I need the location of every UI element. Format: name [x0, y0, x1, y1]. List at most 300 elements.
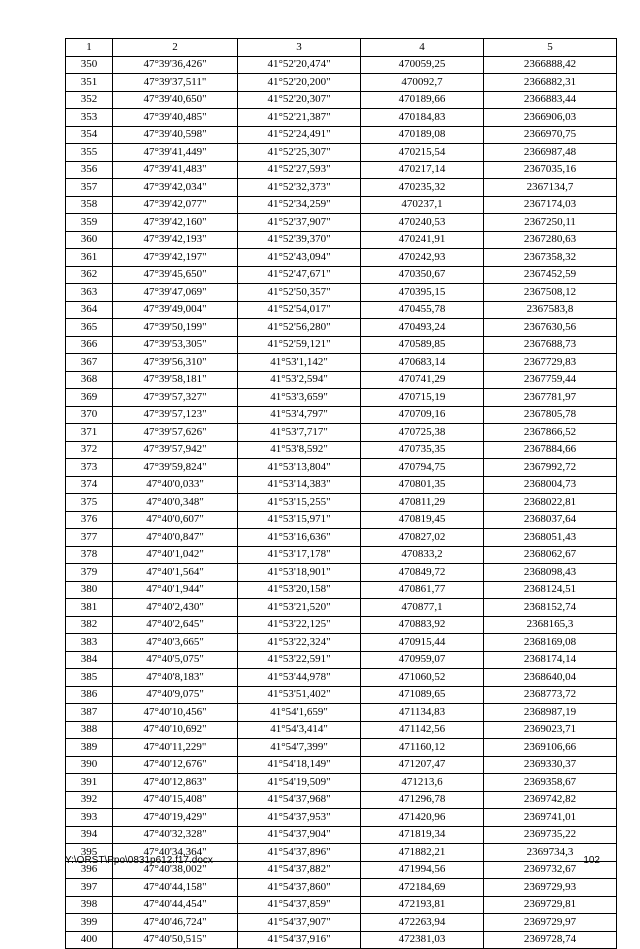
latitude-cell: 47°40'1,564" — [113, 564, 238, 582]
x-coordinate-cell: 470059,25 — [361, 56, 484, 74]
point-number-cell: 376 — [66, 511, 113, 529]
point-number-cell: 372 — [66, 441, 113, 459]
table-row — [66, 406, 617, 424]
x-coordinate-cell: 472263,94 — [361, 914, 484, 932]
latitude-cell: 47°39'45,650" — [113, 266, 238, 284]
latitude-cell: 47°39'49,004" — [113, 301, 238, 319]
latitude-cell: 47°40'15,408" — [113, 791, 238, 809]
x-coordinate-cell: 470811,29 — [361, 494, 484, 512]
longitude-cell: 41°54'19,509" — [238, 774, 361, 792]
latitude-cell: 47°40'0,348" — [113, 494, 238, 512]
x-coordinate-cell: 471296,78 — [361, 791, 484, 809]
x-coordinate-cell: 471207,47 — [361, 756, 484, 774]
x-coordinate-cell: 470350,67 — [361, 266, 484, 284]
y-coordinate-cell: 2369106,66 — [484, 739, 617, 757]
x-coordinate-cell: 471420,96 — [361, 809, 484, 827]
y-coordinate-cell: 2367805,78 — [484, 406, 617, 424]
table-row — [66, 931, 617, 949]
table-row — [66, 214, 617, 232]
table-row — [66, 266, 617, 284]
latitude-cell: 47°40'3,665" — [113, 634, 238, 652]
table-row — [66, 704, 617, 722]
point-number-cell: 391 — [66, 774, 113, 792]
longitude-cell: 41°52'39,370" — [238, 231, 361, 249]
longitude-cell: 41°54'3,414" — [238, 721, 361, 739]
point-number-cell: 374 — [66, 476, 113, 494]
table-row — [66, 651, 617, 669]
table-row — [66, 91, 617, 109]
x-coordinate-cell: 470184,83 — [361, 109, 484, 127]
y-coordinate-cell: 2368062,67 — [484, 546, 617, 564]
y-coordinate-cell: 2369729,81 — [484, 896, 617, 914]
x-coordinate-cell: 470237,1 — [361, 196, 484, 214]
longitude-cell: 41°52'47,671" — [238, 266, 361, 284]
longitude-cell: 41°54'37,968" — [238, 791, 361, 809]
y-coordinate-cell: 2366987,48 — [484, 144, 617, 162]
x-coordinate-cell: 470877,1 — [361, 599, 484, 617]
table-row — [66, 686, 617, 704]
point-number-cell: 368 — [66, 371, 113, 389]
x-coordinate-cell: 470794,75 — [361, 459, 484, 477]
point-number-cell: 367 — [66, 354, 113, 372]
table-row — [66, 301, 617, 319]
point-number-cell: 395 — [66, 844, 113, 862]
x-coordinate-cell: 471060,52 — [361, 669, 484, 687]
table-row — [66, 56, 617, 74]
x-coordinate-cell: 470395,15 — [361, 284, 484, 302]
latitude-cell: 47°39'50,199" — [113, 319, 238, 337]
table-row — [66, 441, 617, 459]
y-coordinate-cell: 2367630,56 — [484, 319, 617, 337]
table-row — [66, 879, 617, 897]
table-row — [66, 581, 617, 599]
x-coordinate-cell: 471882,21 — [361, 844, 484, 862]
x-coordinate-cell: 470235,32 — [361, 179, 484, 197]
latitude-cell: 47°39'56,310" — [113, 354, 238, 372]
table-row — [66, 161, 617, 179]
y-coordinate-cell: 2368124,51 — [484, 581, 617, 599]
x-coordinate-cell: 470735,35 — [361, 441, 484, 459]
latitude-cell: 47°40'10,456" — [113, 704, 238, 722]
latitude-cell: 47°39'42,034" — [113, 179, 238, 197]
point-number-cell: 389 — [66, 739, 113, 757]
longitude-cell: 41°52'56,280" — [238, 319, 361, 337]
y-coordinate-cell: 2366906,03 — [484, 109, 617, 127]
longitude-cell: 41°52'54,017" — [238, 301, 361, 319]
longitude-cell: 41°53'14,383" — [238, 476, 361, 494]
x-coordinate-cell: 470189,08 — [361, 126, 484, 144]
table-row — [66, 319, 617, 337]
table-row — [66, 144, 617, 162]
x-coordinate-cell: 470725,38 — [361, 424, 484, 442]
table-row — [66, 616, 617, 634]
point-number-cell: 355 — [66, 144, 113, 162]
x-coordinate-cell: 470819,45 — [361, 511, 484, 529]
x-coordinate-cell: 470493,24 — [361, 319, 484, 337]
column-header-4: 4 — [361, 39, 484, 57]
y-coordinate-cell: 2367250,11 — [484, 214, 617, 232]
column-header-1: 1 — [66, 39, 113, 57]
table-row — [66, 126, 617, 144]
x-coordinate-cell: 471994,56 — [361, 861, 484, 879]
longitude-cell: 41°53'17,178" — [238, 546, 361, 564]
longitude-cell: 41°54'37,907" — [238, 914, 361, 932]
y-coordinate-cell: 2368051,43 — [484, 529, 617, 547]
table-header-row — [66, 39, 617, 57]
point-number-cell: 388 — [66, 721, 113, 739]
longitude-cell: 41°54'37,904" — [238, 826, 361, 844]
point-number-cell: 385 — [66, 669, 113, 687]
latitude-cell: 47°39'42,160" — [113, 214, 238, 232]
latitude-cell: 47°39'41,449" — [113, 144, 238, 162]
y-coordinate-cell: 2367866,52 — [484, 424, 617, 442]
y-coordinate-cell: 2366888,42 — [484, 56, 617, 74]
table-body — [66, 56, 617, 949]
latitude-cell: 47°39'47,069" — [113, 284, 238, 302]
longitude-cell: 41°53'51,402" — [238, 686, 361, 704]
x-coordinate-cell: 471142,56 — [361, 721, 484, 739]
x-coordinate-cell: 470683,14 — [361, 354, 484, 372]
longitude-cell: 41°52'50,357" — [238, 284, 361, 302]
y-coordinate-cell: 2368987,19 — [484, 704, 617, 722]
y-coordinate-cell: 2367583,8 — [484, 301, 617, 319]
longitude-cell: 41°53'44,978" — [238, 669, 361, 687]
latitude-cell: 47°40'2,645" — [113, 616, 238, 634]
longitude-cell: 41°53'22,324" — [238, 634, 361, 652]
y-coordinate-cell: 2368004,73 — [484, 476, 617, 494]
latitude-cell: 47°40'38,002" — [113, 861, 238, 879]
y-coordinate-cell: 2367358,32 — [484, 249, 617, 267]
latitude-cell: 47°39'57,942" — [113, 441, 238, 459]
table-row — [66, 179, 617, 197]
table-row — [66, 739, 617, 757]
latitude-cell: 47°40'10,692" — [113, 721, 238, 739]
point-number-cell: 394 — [66, 826, 113, 844]
x-coordinate-cell: 471134,83 — [361, 704, 484, 722]
point-number-cell: 396 — [66, 861, 113, 879]
latitude-cell: 47°39'37,511" — [113, 74, 238, 92]
point-number-cell: 387 — [66, 704, 113, 722]
latitude-cell: 47°39'42,077" — [113, 196, 238, 214]
point-number-cell: 352 — [66, 91, 113, 109]
y-coordinate-cell: 2367992,72 — [484, 459, 617, 477]
table-row — [66, 564, 617, 582]
y-coordinate-cell: 2368022,81 — [484, 494, 617, 512]
x-coordinate-cell: 470241,91 — [361, 231, 484, 249]
latitude-cell: 47°39'59,824" — [113, 459, 238, 477]
y-coordinate-cell: 2369023,71 — [484, 721, 617, 739]
longitude-cell: 41°53'22,125" — [238, 616, 361, 634]
longitude-cell: 41°54'7,399" — [238, 739, 361, 757]
latitude-cell: 47°39'36,426" — [113, 56, 238, 74]
y-coordinate-cell: 2368169,08 — [484, 634, 617, 652]
table-row — [66, 511, 617, 529]
y-coordinate-cell: 2367759,44 — [484, 371, 617, 389]
y-coordinate-cell: 2369729,97 — [484, 914, 617, 932]
latitude-cell: 47°40'44,158" — [113, 879, 238, 897]
x-coordinate-cell: 470715,19 — [361, 389, 484, 407]
latitude-cell: 47°40'1,042" — [113, 546, 238, 564]
table-row — [66, 109, 617, 127]
point-number-cell: 365 — [66, 319, 113, 337]
point-number-cell: 359 — [66, 214, 113, 232]
table-row — [66, 669, 617, 687]
y-coordinate-cell: 2366883,44 — [484, 91, 617, 109]
longitude-cell: 41°54'1,659" — [238, 704, 361, 722]
longitude-cell: 41°52'21,387" — [238, 109, 361, 127]
x-coordinate-cell: 470883,92 — [361, 616, 484, 634]
x-coordinate-cell: 470240,53 — [361, 214, 484, 232]
latitude-cell: 47°39'57,626" — [113, 424, 238, 442]
latitude-cell: 47°39'57,123" — [113, 406, 238, 424]
point-number-cell: 386 — [66, 686, 113, 704]
latitude-cell: 47°39'40,598" — [113, 126, 238, 144]
longitude-cell: 41°54'37,916" — [238, 931, 361, 949]
latitude-cell: 47°40'12,676" — [113, 756, 238, 774]
table-row — [66, 774, 617, 792]
table-row — [66, 721, 617, 739]
longitude-cell: 41°52'20,307" — [238, 91, 361, 109]
point-number-cell: 366 — [66, 336, 113, 354]
x-coordinate-cell: 471213,6 — [361, 774, 484, 792]
table-row — [66, 634, 617, 652]
x-coordinate-cell: 471160,12 — [361, 739, 484, 757]
table-row — [66, 599, 617, 617]
latitude-cell: 47°40'50,515" — [113, 931, 238, 949]
table-row — [66, 476, 617, 494]
longitude-cell: 41°54'37,896" — [238, 844, 361, 862]
x-coordinate-cell: 472381,03 — [361, 931, 484, 949]
point-number-cell: 373 — [66, 459, 113, 477]
y-coordinate-cell: 2368037,64 — [484, 511, 617, 529]
x-coordinate-cell: 470092,7 — [361, 74, 484, 92]
x-coordinate-cell: 470589,85 — [361, 336, 484, 354]
longitude-cell: 41°54'37,882" — [238, 861, 361, 879]
y-coordinate-cell: 2367688,73 — [484, 336, 617, 354]
point-number-cell: 397 — [66, 879, 113, 897]
longitude-cell: 41°54'37,859" — [238, 896, 361, 914]
latitude-cell: 47°40'46,724" — [113, 914, 238, 932]
longitude-cell: 41°53'4,797" — [238, 406, 361, 424]
longitude-cell: 41°52'24,491" — [238, 126, 361, 144]
longitude-cell: 41°53'18,901" — [238, 564, 361, 582]
table-row — [66, 74, 617, 92]
latitude-cell: 47°40'19,429" — [113, 809, 238, 827]
column-header-5: 5 — [484, 39, 617, 57]
point-number-cell: 398 — [66, 896, 113, 914]
latitude-cell: 47°40'1,944" — [113, 581, 238, 599]
y-coordinate-cell: 2369735,22 — [484, 826, 617, 844]
longitude-cell: 41°53'1,142" — [238, 354, 361, 372]
point-number-cell: 360 — [66, 231, 113, 249]
longitude-cell: 41°53'15,255" — [238, 494, 361, 512]
y-coordinate-cell: 2368165,3 — [484, 616, 617, 634]
latitude-cell: 47°39'41,483" — [113, 161, 238, 179]
table-row — [66, 336, 617, 354]
x-coordinate-cell: 470833,2 — [361, 546, 484, 564]
x-coordinate-cell: 472193,81 — [361, 896, 484, 914]
point-number-cell: 377 — [66, 529, 113, 547]
y-coordinate-cell: 2367280,63 — [484, 231, 617, 249]
footer-page-number: 102 — [583, 855, 600, 866]
latitude-cell: 47°40'44,454" — [113, 896, 238, 914]
longitude-cell: 41°52'34,259" — [238, 196, 361, 214]
latitude-cell: 47°39'40,485" — [113, 109, 238, 127]
footer-file-path: Y:\ORST\Ppo\0831p612.f17.docx — [65, 855, 213, 866]
latitude-cell: 47°40'32,328" — [113, 826, 238, 844]
latitude-cell: 47°39'42,197" — [113, 249, 238, 267]
latitude-cell: 47°40'12,863" — [113, 774, 238, 792]
longitude-cell: 41°52'43,094" — [238, 249, 361, 267]
y-coordinate-cell: 2368773,72 — [484, 686, 617, 704]
latitude-cell: 47°40'34,364" — [113, 844, 238, 862]
point-number-cell: 375 — [66, 494, 113, 512]
table-row — [66, 389, 617, 407]
y-coordinate-cell: 2369330,37 — [484, 756, 617, 774]
longitude-cell: 41°52'59,121" — [238, 336, 361, 354]
latitude-cell: 47°40'11,229" — [113, 739, 238, 757]
point-number-cell: 371 — [66, 424, 113, 442]
y-coordinate-cell: 2367729,83 — [484, 354, 617, 372]
latitude-cell: 47°40'0,847" — [113, 529, 238, 547]
point-number-cell: 378 — [66, 546, 113, 564]
y-coordinate-cell: 2369728,74 — [484, 931, 617, 949]
point-number-cell: 390 — [66, 756, 113, 774]
y-coordinate-cell: 2369358,67 — [484, 774, 617, 792]
latitude-cell: 47°39'57,327" — [113, 389, 238, 407]
point-number-cell: 381 — [66, 599, 113, 617]
x-coordinate-cell: 470709,16 — [361, 406, 484, 424]
x-coordinate-cell: 472184,69 — [361, 879, 484, 897]
point-number-cell: 350 — [66, 56, 113, 74]
x-coordinate-cell: 470215,54 — [361, 144, 484, 162]
longitude-cell: 41°52'37,907" — [238, 214, 361, 232]
point-number-cell: 357 — [66, 179, 113, 197]
table-row — [66, 284, 617, 302]
latitude-cell: 47°40'5,075" — [113, 651, 238, 669]
longitude-cell: 41°53'21,520" — [238, 599, 361, 617]
table-row — [66, 914, 617, 932]
y-coordinate-cell: 2367035,16 — [484, 161, 617, 179]
point-number-cell: 364 — [66, 301, 113, 319]
y-coordinate-cell: 2369732,67 — [484, 861, 617, 879]
latitude-cell: 47°40'0,607" — [113, 511, 238, 529]
table-row — [66, 809, 617, 827]
table-row — [66, 371, 617, 389]
table-row — [66, 756, 617, 774]
point-number-cell: 361 — [66, 249, 113, 267]
y-coordinate-cell: 2367884,66 — [484, 441, 617, 459]
table-row — [66, 424, 617, 442]
y-coordinate-cell: 2366970,75 — [484, 126, 617, 144]
y-coordinate-cell: 2368098,43 — [484, 564, 617, 582]
longitude-cell: 41°53'3,659" — [238, 389, 361, 407]
longitude-cell: 41°53'20,158" — [238, 581, 361, 599]
table-row — [66, 546, 617, 564]
y-coordinate-cell: 2367508,12 — [484, 284, 617, 302]
longitude-cell: 41°54'37,953" — [238, 809, 361, 827]
table-row — [66, 231, 617, 249]
table-row — [66, 354, 617, 372]
y-coordinate-cell: 2369729,93 — [484, 879, 617, 897]
x-coordinate-cell: 470741,29 — [361, 371, 484, 389]
y-coordinate-cell: 2369741,01 — [484, 809, 617, 827]
point-number-cell: 383 — [66, 634, 113, 652]
y-coordinate-cell: 2367781,97 — [484, 389, 617, 407]
longitude-cell: 41°52'20,474" — [238, 56, 361, 74]
point-number-cell: 384 — [66, 651, 113, 669]
y-coordinate-cell: 2368152,74 — [484, 599, 617, 617]
point-number-cell: 400 — [66, 931, 113, 949]
latitude-cell: 47°39'40,650" — [113, 91, 238, 109]
column-header-2: 2 — [113, 39, 238, 57]
x-coordinate-cell: 470801,35 — [361, 476, 484, 494]
point-number-cell: 399 — [66, 914, 113, 932]
y-coordinate-cell: 2369734,3 — [484, 844, 617, 862]
table-row — [66, 529, 617, 547]
longitude-cell: 41°52'27,593" — [238, 161, 361, 179]
x-coordinate-cell: 470455,78 — [361, 301, 484, 319]
point-number-cell: 354 — [66, 126, 113, 144]
point-number-cell: 363 — [66, 284, 113, 302]
longitude-cell: 41°52'20,200" — [238, 74, 361, 92]
point-number-cell: 380 — [66, 581, 113, 599]
point-number-cell: 353 — [66, 109, 113, 127]
point-number-cell: 362 — [66, 266, 113, 284]
x-coordinate-cell: 470242,93 — [361, 249, 484, 267]
longitude-cell: 41°53'16,636" — [238, 529, 361, 547]
x-coordinate-cell: 470849,72 — [361, 564, 484, 582]
latitude-cell: 47°39'53,305" — [113, 336, 238, 354]
x-coordinate-cell: 470217,14 — [361, 161, 484, 179]
coordinates-table — [65, 38, 617, 949]
x-coordinate-cell: 470861,77 — [361, 581, 484, 599]
longitude-cell: 41°53'15,971" — [238, 511, 361, 529]
x-coordinate-cell: 470915,44 — [361, 634, 484, 652]
longitude-cell: 41°53'22,591" — [238, 651, 361, 669]
x-coordinate-cell: 470959,07 — [361, 651, 484, 669]
x-coordinate-cell: 471819,34 — [361, 826, 484, 844]
y-coordinate-cell: 2367452,59 — [484, 266, 617, 284]
y-coordinate-cell: 2367174,03 — [484, 196, 617, 214]
y-coordinate-cell: 2368174,14 — [484, 651, 617, 669]
x-coordinate-cell: 470189,66 — [361, 91, 484, 109]
longitude-cell: 41°52'32,373" — [238, 179, 361, 197]
y-coordinate-cell: 2368640,04 — [484, 669, 617, 687]
point-number-cell: 379 — [66, 564, 113, 582]
longitude-cell: 41°53'13,804" — [238, 459, 361, 477]
longitude-cell: 41°53'2,594" — [238, 371, 361, 389]
y-coordinate-cell: 2367134,7 — [484, 179, 617, 197]
point-number-cell: 370 — [66, 406, 113, 424]
column-header-3: 3 — [238, 39, 361, 57]
y-coordinate-cell: 2369742,82 — [484, 791, 617, 809]
table-row — [66, 196, 617, 214]
x-coordinate-cell: 470827,02 — [361, 529, 484, 547]
point-number-cell: 356 — [66, 161, 113, 179]
longitude-cell: 41°53'7,717" — [238, 424, 361, 442]
point-number-cell: 392 — [66, 791, 113, 809]
table-row — [66, 459, 617, 477]
longitude-cell: 41°52'25,307" — [238, 144, 361, 162]
point-number-cell: 351 — [66, 74, 113, 92]
x-coordinate-cell: 471089,65 — [361, 686, 484, 704]
point-number-cell: 358 — [66, 196, 113, 214]
latitude-cell: 47°40'9,075" — [113, 686, 238, 704]
longitude-cell: 41°53'8,592" — [238, 441, 361, 459]
point-number-cell: 369 — [66, 389, 113, 407]
point-number-cell: 393 — [66, 809, 113, 827]
